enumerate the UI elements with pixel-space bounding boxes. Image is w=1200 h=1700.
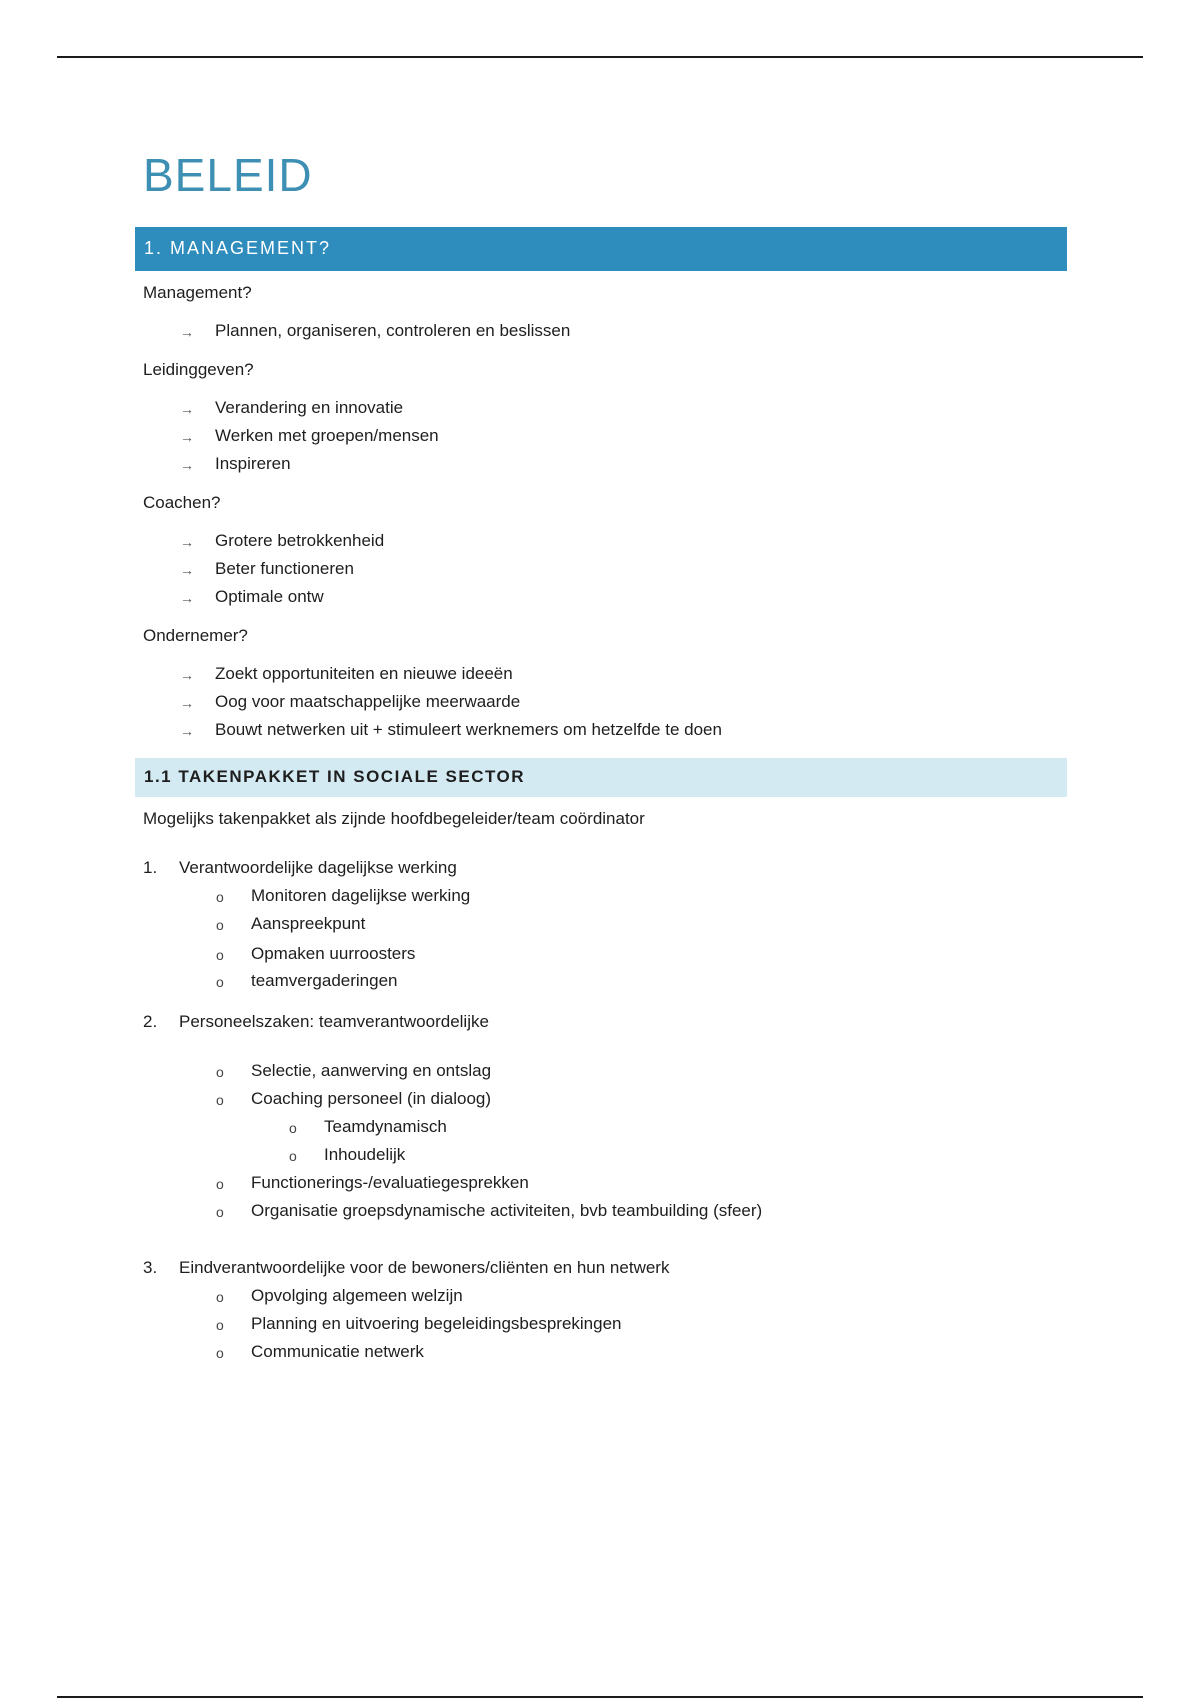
circle-bullet-icon: o bbox=[216, 1317, 224, 1333]
circle-bullet-icon: o bbox=[289, 1120, 297, 1136]
list-item: Functionerings-/evaluatiegesprekken bbox=[251, 1173, 529, 1192]
page-title: BELEID bbox=[143, 149, 313, 201]
list-item: Aanspreekpunt bbox=[251, 914, 366, 933]
list-item: Verandering en innovatie bbox=[215, 398, 404, 417]
list-number: 1. bbox=[143, 858, 158, 877]
list-number: 3. bbox=[143, 1258, 158, 1277]
list-item: Oog voor maatschappelijke meerwaarde bbox=[215, 692, 521, 711]
arrow-icon: → bbox=[180, 723, 194, 739]
sub-list-item: Teamdynamisch bbox=[324, 1117, 447, 1136]
section-heading-1-1-text: 1.1 TAKENPAKKET IN SOCIALE SECTOR bbox=[144, 767, 526, 786]
list-item: Communicatie netwerk bbox=[251, 1342, 424, 1361]
circle-bullet-icon: o bbox=[216, 1092, 224, 1108]
arrow-icon: → bbox=[180, 667, 194, 683]
arrow-icon: → bbox=[180, 401, 194, 417]
arrow-icon: → bbox=[180, 457, 194, 473]
footer-rule bbox=[57, 1696, 1143, 1698]
section-heading-1-text: 1. MANAGEMENT? bbox=[144, 238, 332, 258]
numbered-item-label: Personeelszaken: teamverantwoordelijke bbox=[179, 1012, 489, 1031]
group-label-ondernemer: Ondernemer? bbox=[143, 626, 248, 645]
circle-bullet-icon: o bbox=[216, 1176, 224, 1192]
list-item: Grotere betrokkenheid bbox=[215, 531, 385, 550]
section-heading-1-1 bbox=[135, 758, 1067, 797]
group-label-leidinggeven: Leidinggeven? bbox=[143, 360, 254, 379]
list-item: teamvergaderingen bbox=[251, 971, 398, 990]
list-item: Plannen, organiseren, controleren en beslissen bbox=[215, 321, 571, 340]
section-intro: Mogelijks takenpakket als zijnde hoofdbegeleider/team coördinator bbox=[143, 809, 645, 828]
list-item: Opvolging algemeen welzijn bbox=[251, 1286, 463, 1305]
circle-bullet-icon: o bbox=[216, 947, 224, 963]
circle-bullet-icon: o bbox=[216, 974, 224, 990]
list-item: Zoekt opportuniteiten en nieuwe ideeën bbox=[215, 664, 513, 683]
arrow-icon: → bbox=[180, 590, 194, 606]
list-item: Planning en uitvoering begeleidingsbesprekingen bbox=[251, 1314, 622, 1333]
sub-list-item: Inhoudelijk bbox=[324, 1145, 406, 1164]
arrow-icon: → bbox=[180, 562, 194, 578]
list-item: Optimale ontw bbox=[215, 587, 324, 606]
circle-bullet-icon: o bbox=[216, 1064, 224, 1080]
circle-bullet-icon: o bbox=[216, 1204, 224, 1220]
list-item: Inspireren bbox=[215, 454, 291, 473]
arrow-icon: → bbox=[180, 695, 194, 711]
circle-bullet-icon: o bbox=[216, 1289, 224, 1305]
list-item: Opmaken uurroosters bbox=[251, 944, 416, 963]
circle-bullet-icon: o bbox=[289, 1148, 297, 1164]
list-item: Monitoren dagelijkse werking bbox=[251, 886, 471, 905]
section-heading-1 bbox=[135, 227, 1067, 271]
arrow-icon: → bbox=[180, 534, 194, 550]
circle-bullet-icon: o bbox=[216, 1345, 224, 1361]
group-label-management: Management? bbox=[143, 283, 252, 302]
list-item: Coaching personeel (in dialoog) bbox=[251, 1089, 492, 1108]
arrow-icon: → bbox=[180, 324, 194, 340]
circle-bullet-icon: o bbox=[216, 889, 224, 905]
list-item: Beter functioneren bbox=[215, 559, 354, 578]
list-item: Werken met groepen/mensen bbox=[215, 426, 439, 445]
numbered-item-label: Eindverantwoordelijke voor de bewoners/cliënten en hun netwerk bbox=[179, 1258, 670, 1277]
numbered-item-label: Verantwoordelijke dagelijkse werking bbox=[179, 858, 457, 877]
list-item: Selectie, aanwerving en ontslag bbox=[251, 1061, 492, 1080]
list-item: Bouwt netwerken uit + stimuleert werknemers om hetzelfde te doen bbox=[215, 720, 722, 739]
group-label-coachen: Coachen? bbox=[143, 493, 221, 512]
list-item: Organisatie groepsdynamische activiteiten, bvb teambuilding (sfeer) bbox=[251, 1201, 763, 1220]
circle-bullet-icon: o bbox=[216, 917, 224, 933]
list-number: 2. bbox=[143, 1012, 158, 1031]
header-rule bbox=[57, 56, 1143, 58]
arrow-icon: → bbox=[180, 429, 194, 445]
